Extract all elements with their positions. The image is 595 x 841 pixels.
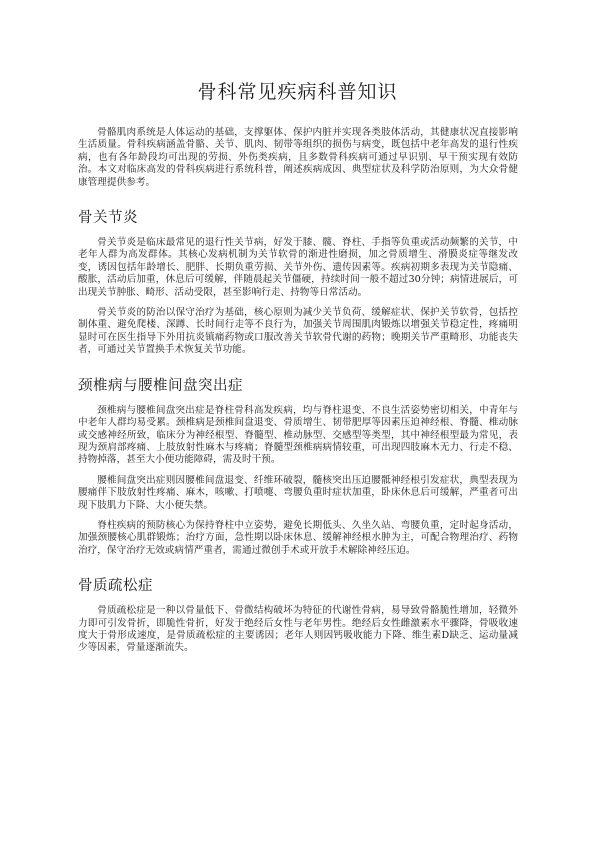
section-osteoporosis [78,577,518,655]
page-title: 骨科常见疾病科普知识 [197,81,398,103]
body-paragraph: 骨关节炎的防治以保守治疗为基础，核心原则为减少关节负荷、缓解症状、保护关节软骨，包括控制体重、避免爬楼、深蹲、长时间行走等不良行为，加强关节周围肌肉锻炼以增强关节稳定性，疼痛明显时可在医生指导下外用抗炎镇痛药物或口服改善关节软骨代谢的药物；晚期关节严重畸形、功能丧失者，可通过关节置换手术恢复关节功能。 [78,307,518,356]
body-paragraph: 腰椎间盘突出症则因腰椎间盘退变、纤维环破裂，髓核突出压迫腰骶神经根引发症状，典型表现为腰痛伴下肢放射性疼痛、麻木，咳嗽、打喷嚏、弯腰负重时症状加重，卧床休息后可缓解，严重者可出现下肢肌力下降、大小便失禁。 [78,474,518,511]
body-paragraph: 骨质疏松症是一种以骨量低下、骨微结构破坏为特征的代谢性骨病，易导致骨骼脆性增加，轻微外力即可引发骨折，即脆性骨折，好发于绝经后女性与老年男性。绝经后女性雌激素水平骤降，骨吸收速度大于骨形成速度，是骨质疏松症的主要诱因；老年人则因钙吸收能力下降、维生素D缺乏、运动量减少等因素，骨量逐渐流失。 [78,605,518,654]
section-heading: 骨关节炎 [78,210,138,227]
document-body [78,127,518,655]
body-paragraph: 颈椎病与腰椎间盘突出症是脊柱骨科高发疾病，均与脊柱退变、不良生活姿势密切相关，中青年与中老年人群均易受累。颈椎病是颈椎间盘退变、骨质增生、韧带肥厚等因素压迫神经根、脊髓、椎动脉或交感神经所致，临床分为神经根型、脊髓型、椎动脉型、交感型等类型，其中神经根型最为常见，表现为颈肩部疼痛、上肢放射性麻木与疼痛；脊髓型颈椎病病情较重，可出现四肢麻木无力、行走不稳、持物掉落，甚至大小便功能障碍，需及时干预。 [78,404,518,466]
body-paragraph: 脊柱疾病的预防核心为保持脊柱中立姿势，避免长期低头、久坐久站、弯腰负重，定时起身活动，加强颈腰核心肌群锻炼；治疗方面，急性期以卧床休息、缓解神经根水肿为主，可配合物理治疗、药物治疗，保守治疗无效或病情严重者，需通过微创手术或开放手术解除神经压迫。 [78,519,518,556]
section-spine [78,377,518,557]
section-heading: 颈椎病与腰椎间盘突出症 [78,377,243,394]
intro-paragraph: 骨骼肌肉系统是人体运动的基础，支撑躯体、保护内脏并实现各类肢体活动，其健康状况直接影响生活质量。骨科疾病涵盖骨骼、关节、肌肉、韧带等组织的损伤与病变，既包括中老年高发的退行性疾病，也有各年龄段均可出现的劳损、外伤类疾病，且多数骨科疾病可通过早识别、早干预实现有效防治。本文对临床高发的骨科疾病进行系统科普，阐述疾病成因、典型症状及科学防治原则，为大众骨健康管理提供参考。 [78,127,518,188]
section-heading: 骨质疏松症 [78,578,153,595]
body-paragraph: 骨关节炎是临床最常见的退行性关节病，好发于膝、髋、脊柱、手指等负重或活动频繁的关节，中老年人群为高发群体。其核心发病机制为关节软骨的渐进性磨损，加之骨质增生、滑膜炎症等继发改变，诱因包括年龄增长、肥胖、长期负重劳损、关节外伤、遗传因素等。疾病初期多表现为关节隐痛、酸胀，活动后加重，休息后可缓解，伴随晨起关节僵硬，持续时间一般不超过30分钟；病情进展后，可出现关节肿胀、畸形、活动受限，甚至影响行走、持物等日常活动。 [78,237,518,298]
section-osteoarthritis [78,209,518,357]
